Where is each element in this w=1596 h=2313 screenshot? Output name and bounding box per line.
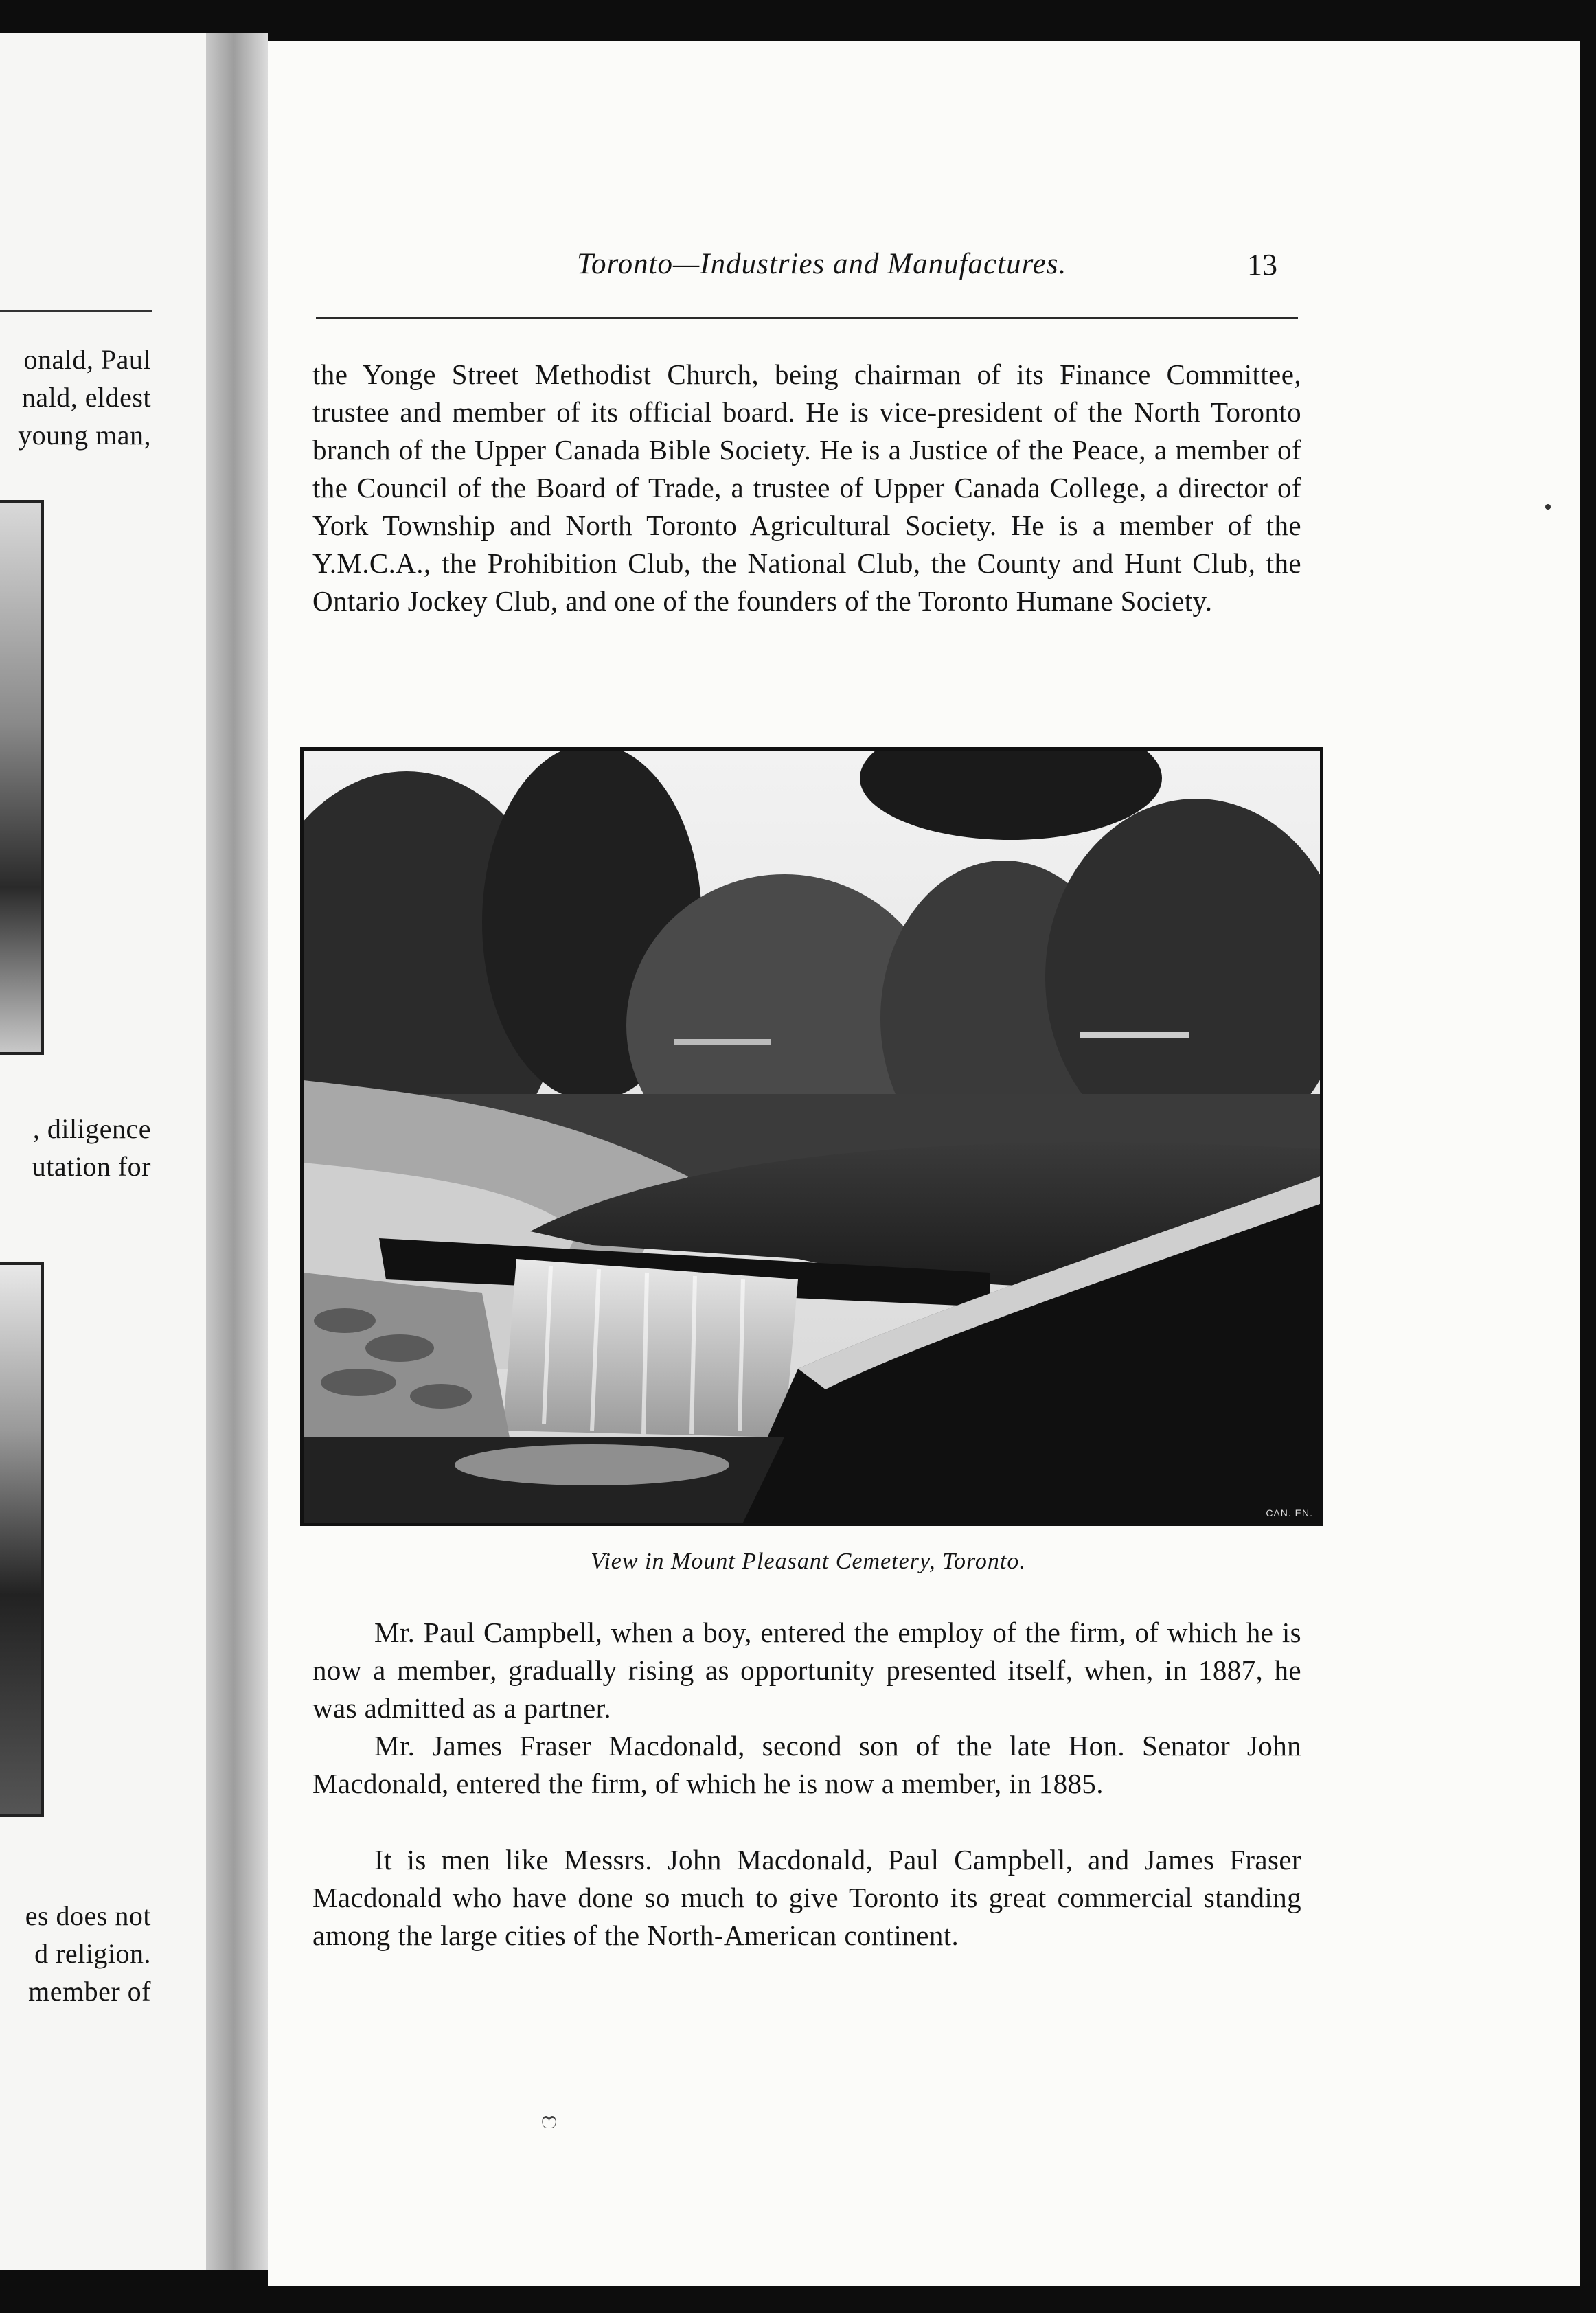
previous-page-line: , diligence <box>32 1113 151 1144</box>
previous-page-fragment <box>0 33 206 2270</box>
previous-page-photo <box>0 500 44 1055</box>
previous-page-line: young man, <box>18 420 151 451</box>
body-paragraph: It is men like Messrs. John Macdonald, Paul Campbell, and James Fraser Macdonald who have done so much to give Toronto its great commercial standing among the large cities of the North-American continent. <box>312 1844 1301 1951</box>
book-gutter <box>206 33 268 2270</box>
page-number: 13 <box>1247 248 1277 282</box>
waterfall-landscape-image <box>304 751 1320 1523</box>
running-title: Toronto—Industries and Manufactures. <box>577 248 1067 280</box>
previous-page-line: es does not <box>25 1900 151 1931</box>
ink-mark: ෆ <box>541 2108 558 2134</box>
engraver-mark: CAN. EN. <box>1266 1507 1313 1518</box>
figure-photo <box>300 747 1323 1526</box>
body-paragraph: Mr. Paul Campbell, when a boy, entered the employ of the firm, of which he is now a member, gradually rising as opportunity presented itself, when, in 1887, he was admitted as a partner. <box>312 1617 1301 1724</box>
previous-page-photo <box>0 1262 44 1817</box>
book-page <box>268 41 1580 2286</box>
header-rule <box>316 317 1298 319</box>
body-paragraph: Mr. James Fraser Macdonald, second son of the late Hon. Senator John Macdonald, entered the firm, of which he is now a member, in 1885. <box>312 1730 1301 1799</box>
page-header <box>316 247 1298 295</box>
figure-caption: View in Mount Pleasant Cemetery, Toronto. <box>591 1549 1026 1574</box>
previous-page-line: d religion. <box>34 1938 151 1969</box>
previous-page-header-rule <box>0 310 152 312</box>
previous-page-line: onald, Paul <box>23 344 151 375</box>
body-paragraph: the Yonge Street Methodist Church, being chairman of its Finance Committee, trustee and member of its official board. He is vice-president of the North Toronto branch of the Upper Canada Bible Society. He is a Justice of the Peace, a member of the Council of the Board of Trade, a trustee of Upper Canada College, a director of York Township and North Toronto Agricultural Society. He is a member of the Y.M.C.A., the Prohibition Club, the National Club, the County and Hunt Club, the Ontario Jockey Club, and one of the founders of the Toronto Humane Society. <box>312 358 1301 617</box>
ink-speck <box>1545 504 1551 510</box>
previous-page-line: nald, eldest <box>21 382 151 413</box>
previous-page-line: member of <box>28 1976 151 2007</box>
previous-page-line: utation for <box>32 1151 151 1182</box>
